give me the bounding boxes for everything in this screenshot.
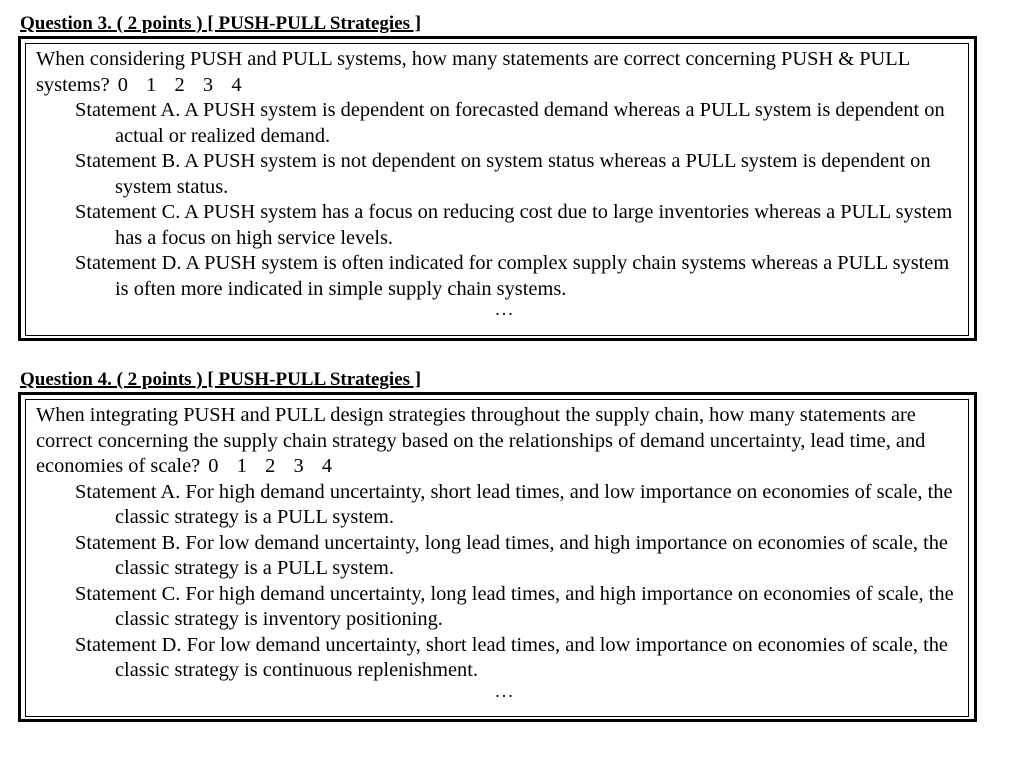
question-3-statement-b: Statement B. A PUSH system is not dependent on system status whereas a PULL system is dependent on system status. (75, 150, 931, 198)
question-4-stem (36, 403, 960, 480)
question-3 (18, 14, 977, 341)
question-4-outer-box (18, 392, 977, 722)
question-4-answer-choices: 0 1 2 3 4 (208, 455, 333, 477)
question-4-statement-b: Statement B. For low demand uncertainty, long lead times, and high importance on economies of scale, the classic strategy is a PULL system. (75, 531, 948, 579)
question-3-stem (36, 47, 960, 98)
question-3-statement-d: Statement D. A PUSH system is often indicated for complex supply chain systems whereas a PULL system is often more indicated in simple supply chain systems. (75, 252, 950, 300)
question-4-body (25, 399, 969, 717)
question-3-statement-c: Statement C. A PUSH system has a focus on reducing cost due to large inventories whereas a PULL system has a focus on high service levels. (75, 201, 953, 249)
question-3-statement-a: Statement A. A PUSH system is dependent on forecasted demand whereas a PULL system is dependent on actual or realized demand. (75, 99, 945, 147)
question-3-body (25, 43, 969, 336)
question-4-statement-c: Statement C. For high demand uncertainty, long lead times, and high importance on economies of scale, the classic strategy is inventory positioning. (75, 582, 954, 630)
question-3-outer-box (18, 36, 977, 341)
question-3-ellipsis: ... (495, 299, 515, 319)
question-3-stem-text: When considering PUSH and PULL systems, how many statements are correct concerning PUSH & PULL systems? (36, 48, 910, 96)
question-4-statement-a: Statement A. For high demand uncertainty, short lead times, and low importance on economies of scale, the classic strategy is a PULL system. (75, 480, 953, 528)
question-4-stem-text: When integrating PUSH and PULL design strategies throughout the supply chain, how many statements are correct concerning the supply chain strategy based on the relationships of demand uncertainty, lead time, and economies of scale? (36, 404, 926, 477)
question-3-header: Question 3. ( 2 points ) [ PUSH-PULL Strategies ] (20, 13, 422, 34)
question-4-ellipsis: ... (495, 680, 515, 701)
question-4-header: Question 4. ( 2 points ) [ PUSH-PULL Strategies ] (20, 369, 422, 390)
question-4-statement-d: Statement D. For low demand uncertainty, short lead times, and low importance on economies of scale, the classic strategy is continuous replenishment. (75, 633, 948, 681)
question-4 (18, 370, 977, 722)
question-3-answer-choices: 0 1 2 3 4 (117, 73, 242, 96)
